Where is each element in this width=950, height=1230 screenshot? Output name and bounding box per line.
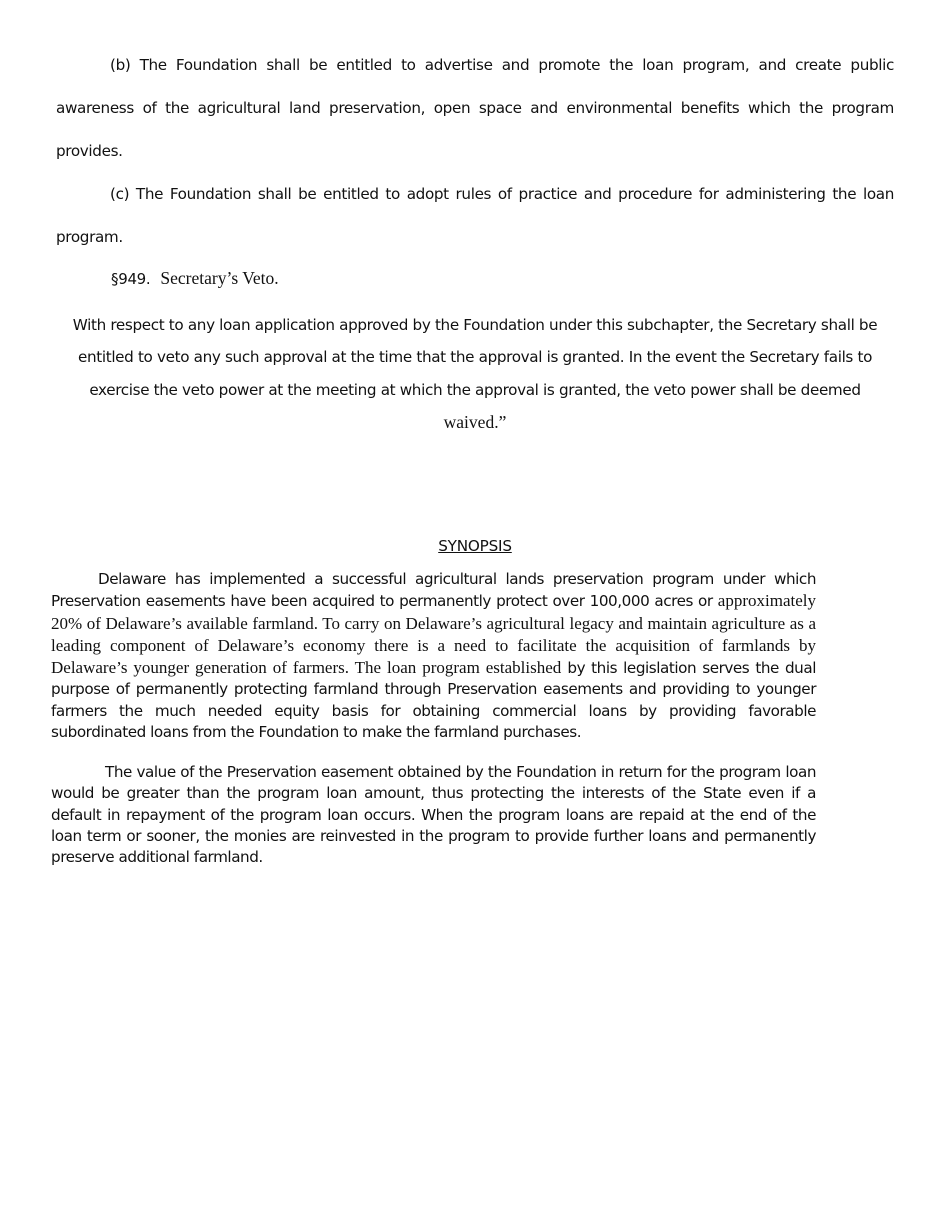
section-number: §949.: [111, 270, 151, 288]
synopsis-p1-middle: approximately 20% of Delaware’s available farmland. To carry on Delaware’s agricultural legacy and maintain agriculture as a leading component of Delaware’s economy there is a need to facilitate the acquisition of farmlands by Delaware’s younger generation of farmers. The loan program established: [51, 591, 816, 678]
synopsis-paragraph-2: The value of the Preservation easement obtained by the Foundation in return for the program loan would be greater than the program loan amount, thus protecting the interests of the State even if a default in repayment of the program loan occurs. When the program loans are repaid at the end of the loan term or sooner, the monies are reinvested in the program to provide further loans and permanently preserve additional farmland.: [51, 763, 816, 867]
synopsis-paragraph-1: [51, 569, 816, 743]
synopsis-p1-start: Delaware has implemented a successful agricultural lands preservation program under which Preservation easements have been acquired to permanently protect over 100,000 acres or: [51, 570, 816, 611]
section-949-text: With respect to any loan application approved by the Foundation under this subchapter, the Secretary shall be entitled to veto any such approval at the time that the approval is granted. In the event the Secretary fails to exercise the veto power at the meeting at which the approval is granted, the veto power shall be deemed: [72, 316, 878, 399]
paragraph-b: (b) The Foundation shall be entitled to advertise and promote the loan program, and create public awareness of the agricultural land preservation, open space and environmental benefits which the program provides.: [56, 56, 894, 160]
section-949-body: [56, 309, 894, 439]
section-title: Secretary’s Veto.: [160, 268, 279, 288]
section-949-text-end: waived.”: [443, 411, 507, 432]
synopsis-heading: SYNOPSIS: [438, 537, 512, 555]
synopsis-p1-end: by this legislation serves the dual purpose of permanently protecting farmland through Preservation easements and providing to younger farmers the much needed equity basis for obtaining commercial loans by providing favorable subordinated loans from the Foundation to make the farmland purchases.: [51, 659, 816, 742]
section-949-heading: [111, 268, 279, 289]
paragraph-c: (c) The Foundation shall be entitled to adopt rules of practice and procedure for administering the loan program.: [56, 185, 894, 246]
